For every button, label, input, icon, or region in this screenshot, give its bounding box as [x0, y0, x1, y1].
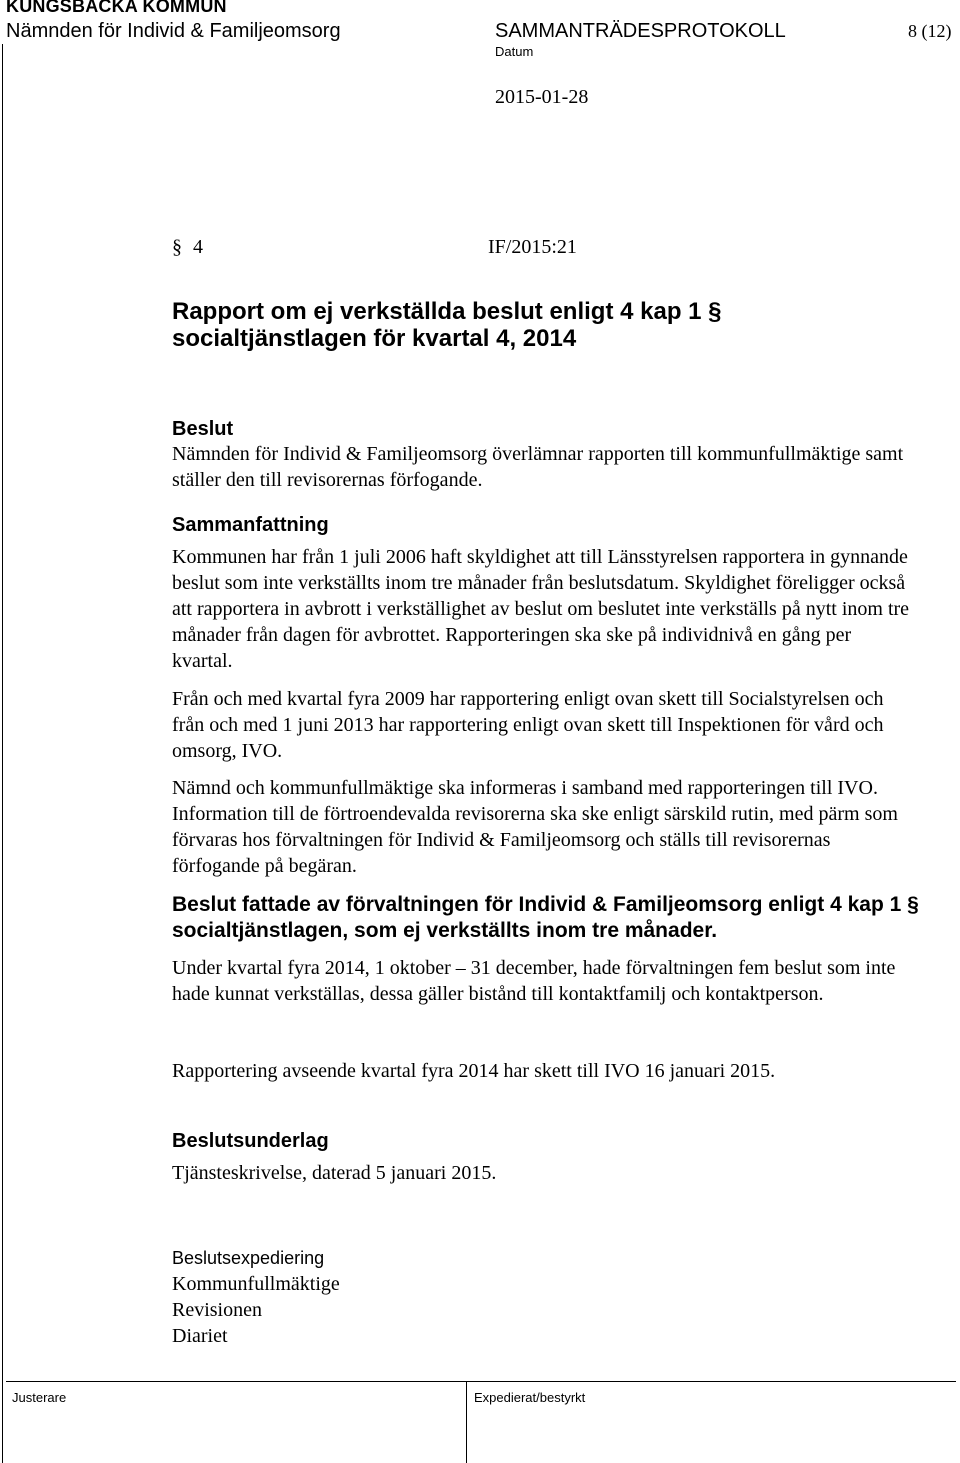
basis-text: Tjänsteskrivelse, daterad 5 januari 2015.: [172, 1162, 497, 1184]
organization-name: KUNGSBACKA KOMMUN: [6, 0, 227, 16]
decisions-taken-paragraph: Rapportering avseende kvartal fyra 2014 har skett till IVO 16 januari 2015.: [172, 1060, 776, 1082]
decision-heading: Beslut: [172, 418, 234, 440]
summary-paragraph: Nämnd och kommunfullmäktige ska informeras i samband med rapporteringen till IVO. Information till de förtroendevalda revisorerna ska ske enligt särskild rutin, med pärm som förvaras hos förvaltningen för Individ & Familjeomsorg och ställs till revisorernas förfogande på begäran.: [172, 777, 898, 877]
dispatch-recipient: Revisionen: [172, 1299, 262, 1321]
summary-paragraph: Kommunen har från 1 juli 2006 haft skyldighet att till Länsstyrelsen rapportera in gynnande beslut som inte verkställts inom tre månader från beslutsdatum. Skyldighet föreligger också att rapportera in avbrott i verkställighet av beslut om beslutet inte verkställs på nytt inom tre månader från dagen för avbrottet. Rapporteringen ska ske på individnivå en gång per kvartal.: [172, 546, 910, 672]
left-margin-rule: [2, 44, 3, 1381]
dispatch-recipient: Diariet: [172, 1325, 228, 1347]
decisions-taken-heading: Beslut fattade av förvaltningen för Individ & Familjeomsorg enligt 4 kap 1 § socialtjänstlagen, som ej verkställts inom tre månader.: [172, 893, 919, 942]
committee-name: Nämnden för Individ & Familjeomsorg: [6, 20, 341, 42]
paragraph-sign: §: [172, 236, 182, 258]
summary-paragraph: Från och med kvartal fyra 2009 har rapportering enligt ovan skett till Socialstyrelsen och från och med 1 juni 2013 har rapportering enligt ovan skett till Inspektionen för vård och omsorg, IVO.: [172, 688, 884, 762]
footer-label-expedierat: Expedierat/bestyrkt: [474, 1390, 586, 1405]
date-label: Datum: [495, 44, 534, 59]
page-title: Rapport om ej verkställda beslut enligt 4 kap 1 § socialtjänstlagen för kvartal 4, 2014: [172, 298, 722, 352]
decision-text: Nämnden för Individ & Familjeomsorg överlämnar rapporten till kommunfullmäktige samt ställer den till revisorernas förfogande.: [172, 443, 904, 491]
paragraph-number: 4: [193, 236, 203, 258]
dispatch-heading: Beslutsexpediering: [172, 1248, 325, 1268]
decisions-taken-paragraph: Under kvartal fyra 2014, 1 oktober – 31 december, hade förvaltningen fem beslut som inte hade kunnat verkställas, dessa gäller bistånd till kontaktfamilj och kontaktperson.: [172, 957, 896, 1005]
dispatch-list: [172, 1271, 340, 1349]
dispatch-recipient: Kommunfullmäktige: [172, 1273, 340, 1295]
meeting-date: 2015-01-28: [495, 86, 589, 108]
summary-heading: Sammanfattning: [172, 514, 329, 536]
paragraph-line: [172, 236, 203, 259]
case-number: IF/2015:21: [488, 236, 577, 258]
signature-box-justerare: [2, 1381, 455, 1463]
document-type: SAMMANTRÄDESPROTOKOLL: [495, 20, 786, 42]
basis-heading: Beslutsunderlag: [172, 1130, 329, 1152]
footer-label-justerare: Justerare: [12, 1390, 67, 1405]
page-number: 8 (12): [908, 21, 952, 41]
